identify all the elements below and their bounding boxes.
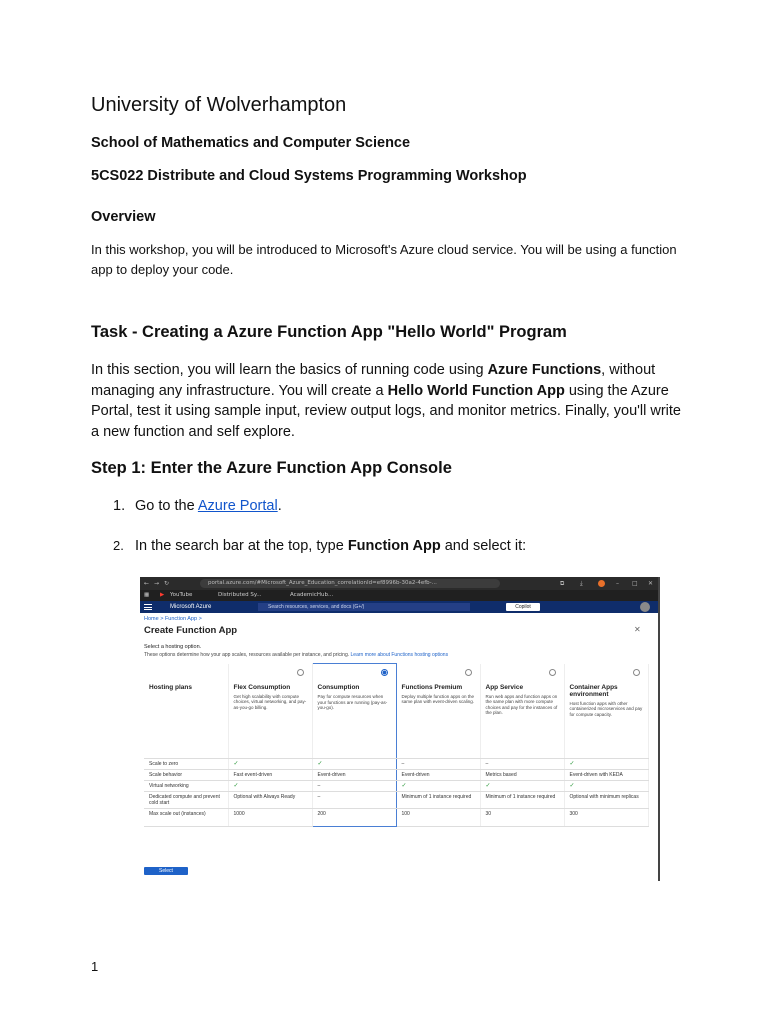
plan-consumption[interactable]	[312, 664, 396, 759]
step1-heading: Step 1: Enter the Azure Function App Console	[91, 459, 452, 477]
item-text: In the search bar at the top, type	[135, 538, 348, 554]
row-label: Max scale out (instances)	[144, 809, 228, 827]
plan-name: Container Apps environment	[569, 683, 618, 698]
list-item	[113, 538, 526, 554]
table-cell: Minimum of 1 instance required	[396, 792, 480, 809]
extensions-icon[interactable]: ⧉	[560, 580, 565, 587]
hamburger-menu-icon[interactable]	[144, 604, 152, 610]
back-arrow-icon[interactable]: ←	[144, 580, 150, 587]
table-cell: ✓	[564, 781, 648, 792]
plan-container-apps[interactable]	[564, 664, 648, 759]
table-cell: 200	[312, 809, 396, 827]
close-window-icon[interactable]: ✕	[648, 580, 654, 587]
plan-desc: Run web apps and function apps on the same plan with more compute choices and pay for the instances of the plan.	[485, 693, 558, 715]
item-number: 2.	[113, 538, 124, 553]
plan-name: Flex Consumption	[233, 683, 291, 691]
radio-button[interactable]	[633, 669, 640, 676]
table-cell: 300	[564, 809, 648, 827]
doc-title: University of Wolverhampton	[91, 94, 347, 116]
breadcrumb[interactable]: Home > Function App >	[144, 616, 202, 622]
table-cell: Event-driven	[312, 770, 396, 781]
table-cell: ✓	[312, 759, 396, 770]
overview-text: In this workshop, you will be introduced to Microsoft's Azure cloud service. You will be using a function app to deploy your code.	[91, 242, 677, 277]
bookmark-distributed[interactable]: Distributed Sy...	[218, 592, 262, 598]
table-cell: ✓	[228, 781, 312, 792]
task-text-3: using the Azure Portal, test it using sample input, review output logs, and monitor metrics. Finally, you'll write a new function and self explore.	[91, 382, 681, 440]
list-item	[113, 498, 282, 514]
table-row	[144, 781, 648, 792]
table-cell: 30	[480, 809, 564, 827]
plan-desc: Host function apps with other containerized microservices and pay for compute capacity.	[569, 700, 643, 717]
profile-icon[interactable]	[598, 580, 605, 587]
task-bold-hello-world: Hello World Function App	[387, 382, 565, 399]
table-cell: Minimum of 1 instance required	[480, 792, 564, 809]
row-label: Scale behavior	[144, 770, 228, 781]
download-icon[interactable]: ⤓	[580, 580, 583, 587]
hosting-plans-table	[144, 663, 649, 827]
copilot-button[interactable]: Copilot	[506, 603, 540, 611]
table-cell: ✓	[564, 759, 648, 770]
table-cell: –	[480, 759, 564, 770]
task-paragraph	[91, 360, 691, 442]
bookmark-youtube[interactable]: YouTube	[170, 592, 193, 598]
plan-name: Consumption	[317, 684, 360, 691]
plan-name: App Service	[485, 683, 524, 691]
reload-icon[interactable]: ↻	[164, 580, 170, 587]
embedded-screenshot	[140, 577, 660, 879]
table-cell: 1000	[228, 809, 312, 827]
table-cell: –	[312, 781, 396, 792]
plan-desc: Get high scalability with compute choices, virtual networking, and pay-as-you-go billing.	[233, 693, 307, 710]
table-row	[144, 664, 648, 759]
item-text: Go to the	[135, 498, 198, 514]
table-cell: Event-driven	[396, 770, 480, 781]
table-cell: ✓	[480, 781, 564, 792]
hosting-desc-text: These options determine how your app scales, resources available per instance, and pricing.	[144, 652, 350, 658]
school-heading: School of Mathematics and Computer Science	[91, 135, 411, 151]
task-text-2: , without managing any infrastructure. You will create a	[91, 362, 656, 399]
close-icon[interactable]: ✕	[634, 625, 641, 634]
table-cell: –	[312, 792, 396, 809]
table-row	[144, 759, 648, 770]
row-header-plans: Hosting plans	[149, 683, 192, 691]
table-cell: Metrics based	[480, 770, 564, 781]
plan-app-service[interactable]	[480, 664, 564, 759]
item-number: 1.	[113, 498, 126, 514]
overview-heading: Overview	[91, 209, 156, 225]
radio-button[interactable]	[465, 669, 472, 676]
hosting-heading: Select a hosting option.	[144, 644, 202, 650]
table-cell: Event-driven with KEDA	[564, 770, 648, 781]
plan-functions-premium[interactable]	[396, 664, 480, 759]
task-text-1: In this section, you will learn the basics of running code using	[91, 362, 488, 378]
azure-top-bar	[140, 601, 660, 613]
table-cell: Fast event-driven	[228, 770, 312, 781]
apps-icon[interactable]: ▦	[144, 592, 150, 598]
hosting-learn-more-link[interactable]: Learn more about Functions hosting options	[350, 652, 449, 658]
select-button[interactable]: Select	[144, 867, 188, 875]
table-cell: –	[396, 759, 480, 770]
plan-desc: Pay for compute resources when your functions are running (pay-as-you-go).	[317, 694, 388, 710]
item-bold-function-app: Function App	[347, 538, 441, 554]
radio-button[interactable]	[297, 669, 304, 676]
azure-portal-link[interactable]: Azure Portal	[197, 498, 278, 514]
plan-desc: Deploy multiple function apps on the same plan with event-driven scaling.	[401, 693, 475, 704]
module-heading: 5CS022 Distribute and Cloud Systems Programming Workshop	[91, 168, 527, 184]
maximize-icon[interactable]: □	[632, 580, 638, 587]
row-label: Scale to zero	[144, 759, 228, 770]
hosting-description	[144, 652, 448, 658]
page-number: 1	[91, 959, 99, 974]
table-row	[144, 770, 648, 781]
table-cell: 100	[396, 809, 480, 827]
radio-button[interactable]	[549, 669, 556, 676]
row-label: Dedicated compute and prevent cold start	[144, 792, 228, 809]
browser-chrome	[140, 577, 660, 590]
azure-brand[interactable]: Microsoft Azure	[170, 604, 212, 610]
bookmarks-bar	[140, 590, 660, 601]
row-label: Virtual networking	[144, 781, 228, 792]
table-cell	[144, 664, 228, 759]
minimize-icon[interactable]: –	[616, 580, 619, 587]
table-cell: Optional with Always Ready	[228, 792, 312, 809]
plan-name: Functions Premium	[401, 683, 463, 691]
page-title: Create Function App	[144, 625, 238, 636]
youtube-icon: ▶	[160, 592, 165, 598]
screenshot-border	[658, 577, 660, 881]
task-heading: Task - Creating a Azure Function App "Hello World" Program	[91, 323, 567, 341]
table-cell: ✓	[396, 781, 480, 792]
table-cell: ✓	[228, 759, 312, 770]
bookmark-academichub[interactable]: AcademicHub...	[290, 592, 334, 598]
item-text: .	[277, 498, 282, 514]
search-input[interactable]: Search resources, services, and docs (G+/)	[258, 603, 470, 611]
table-row	[144, 792, 648, 809]
table-cell: Optional with minimum replicas	[564, 792, 648, 809]
address-bar[interactable]: portal.azure.com/#Microsoft_Azure_Education_correlationId=ef8996b-30a2-4efb-...	[200, 579, 500, 588]
plan-flex-consumption[interactable]	[228, 664, 312, 759]
item-text: and select it:	[440, 538, 527, 554]
table-row	[144, 809, 648, 827]
task-bold-azure-functions: Azure Functions	[487, 362, 602, 378]
avatar[interactable]	[640, 602, 650, 612]
radio-button[interactable]	[381, 669, 388, 676]
forward-arrow-icon[interactable]: →	[154, 580, 160, 587]
